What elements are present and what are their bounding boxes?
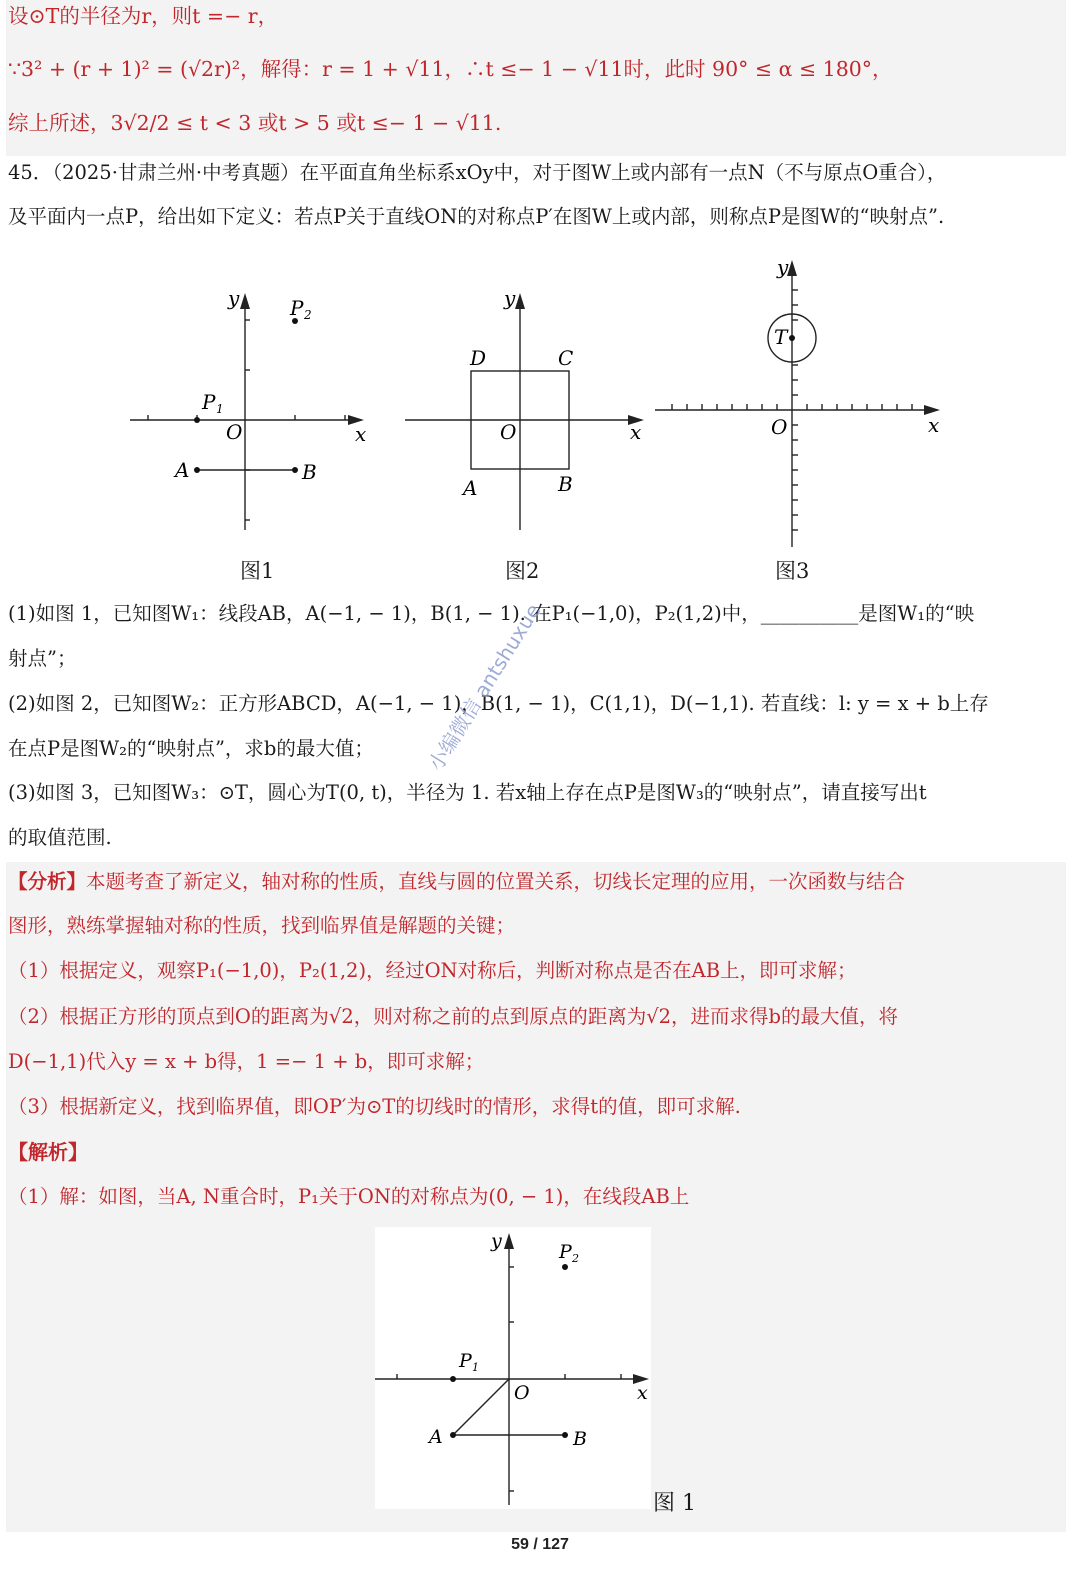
analysis-line-6: （3）根据新定义，找到临界值，即OP′为⊙T的切线时的情形，求得t的值，即可求解.: [8, 1095, 741, 1118]
question-3-line-1: (3)如图 3，已知图W₃：⊙T，圆心为T(0, t)，半径为 1. 若x轴上存在点P是图W₃的“映射点”，请直接写出t: [8, 781, 927, 804]
point-a: [450, 1432, 456, 1438]
watermark: 小编微信 antshuxue: [423, 599, 546, 775]
b-label: B: [558, 472, 573, 496]
analysis-line-3: （1）根据定义，观察P₁(−1,0)，P₂(1,2)，经过ON对称后，判断对称点是否在AB上，即可求解；: [8, 959, 857, 982]
figure-3-caption: 图3: [775, 559, 810, 583]
analysis-line-5: D(−1,1)代入y = x + b得，1 =− 1 + b，即可求解；: [8, 1050, 485, 1073]
problem-line-2: 及平面内一点P，给出如下定义：若点P关于直线ON的对称点P′在图W上或内部，则称点P是图W的“映射点”.: [8, 205, 945, 228]
figure-1: [120, 285, 370, 545]
figure-2-caption: 图2: [505, 559, 540, 583]
x-axis-label: x: [928, 413, 940, 437]
a-label: A: [175, 458, 190, 482]
analysis-line-1: [8, 868, 1070, 896]
analysis-text-1: 本题考查了新定义，轴对称的性质，直线与圆的位置关系，切线长定理的应用，一次函数与结合: [86, 870, 906, 893]
t-label: T: [774, 325, 788, 349]
question-3-line-2: 的取值范围.: [8, 826, 112, 849]
question-1-line-1: (1)如图 1，已知图W₁：线段AB，A(−1, − 1)，B(1, − 1). 在P₁(−1,0)，P₂(1,2)中，__________是图W₁的“映: [8, 602, 975, 625]
point-p1: [450, 1376, 456, 1382]
point-t: [789, 335, 795, 341]
p2-subscript: 2: [304, 308, 312, 322]
prev-solution-line-2: ∵3² + (r + 1)² = (√2r)²，解得：r = 1 + √11，∴t ≤− 1 − √11时，此时 90° ≤ α ≤ 180°，: [8, 57, 893, 81]
prev-solution-line-3: 综上所述，3√2/2 ≤ t < 3 或t > 5 或t ≤− 1 − √11.: [8, 111, 502, 135]
c-label: C: [558, 346, 574, 370]
analysis-line-2: 图形，熟练掌握轴对称的性质，找到临界值是解题的关键；: [8, 914, 516, 937]
analysis-line-4: （2）根据正方形的顶点到O的距离为√2，则对称之前的点到原点的距离为√2，进而求得b的最大值，将: [8, 1005, 899, 1028]
point-b: [562, 1432, 568, 1438]
b-label: B: [573, 1428, 587, 1450]
p2-label: P: [559, 1241, 572, 1263]
problem-line-1: 45．（2025·甘肃兰州·中考真题）在平面直角坐标系xOy中，对于图W上或内部有一点N（不与原点O重合），: [8, 161, 947, 184]
origin-label: O: [500, 420, 517, 444]
figure-2: [400, 285, 660, 545]
point-p1: [194, 417, 200, 423]
y-axis-label: y: [504, 286, 516, 310]
origin-label: O: [771, 415, 788, 439]
x-axis-label: x: [630, 420, 642, 444]
y-axis-label: y: [777, 255, 789, 279]
origin-label: O: [514, 1382, 530, 1404]
x-axis-label: x: [637, 1382, 648, 1404]
y-axis-label: y: [491, 1230, 502, 1252]
figure-1-caption: 图1: [240, 559, 275, 583]
a-label: A: [463, 476, 478, 500]
p1-subscript: 1: [472, 1361, 479, 1374]
page-number: 59 / 127: [511, 1536, 569, 1553]
figure-3: [650, 252, 950, 552]
x-axis-label: x: [355, 422, 367, 446]
solution-figure-caption: 图 1: [653, 1491, 696, 1516]
analysis-tag: 【分析】: [8, 870, 87, 893]
y-axis-label: y: [228, 286, 240, 310]
question-1-line-2: 射点”；: [8, 647, 77, 670]
point-a: [194, 467, 200, 473]
p1-label: P: [459, 1350, 472, 1372]
question-2-line-2: 在点P是图W₂的“映射点”，求b的最大值；: [8, 737, 374, 760]
p2-label: P: [290, 296, 304, 320]
solution-line-1: （1）解：如图，当A, N重合时，P₁关于ON的对称点为(0, − 1)，在线段AB上: [8, 1185, 690, 1208]
solution-tag: 【解析】: [8, 1140, 88, 1164]
prev-solution-line-1: 设⊙T的半径为r，则t =− r，: [8, 4, 279, 28]
origin-label: O: [226, 420, 243, 444]
solution-figure-1: [375, 1227, 651, 1509]
d-label: D: [470, 346, 487, 370]
p2-subscript: 2: [572, 1252, 579, 1265]
a-label: A: [429, 1426, 443, 1448]
b-label: B: [302, 460, 317, 484]
point-b: [292, 467, 298, 473]
question-2-line-1: (2)如图 2，已知图W₂：正方形ABCD，A(−1, − 1)，B(1, − 1)，C(1,1)，D(−1,1). 若直线：l: y = x + b上存: [8, 692, 989, 715]
p1-subscript: 1: [216, 402, 224, 416]
point-p2: [562, 1264, 568, 1270]
p1-label: P: [202, 390, 216, 414]
